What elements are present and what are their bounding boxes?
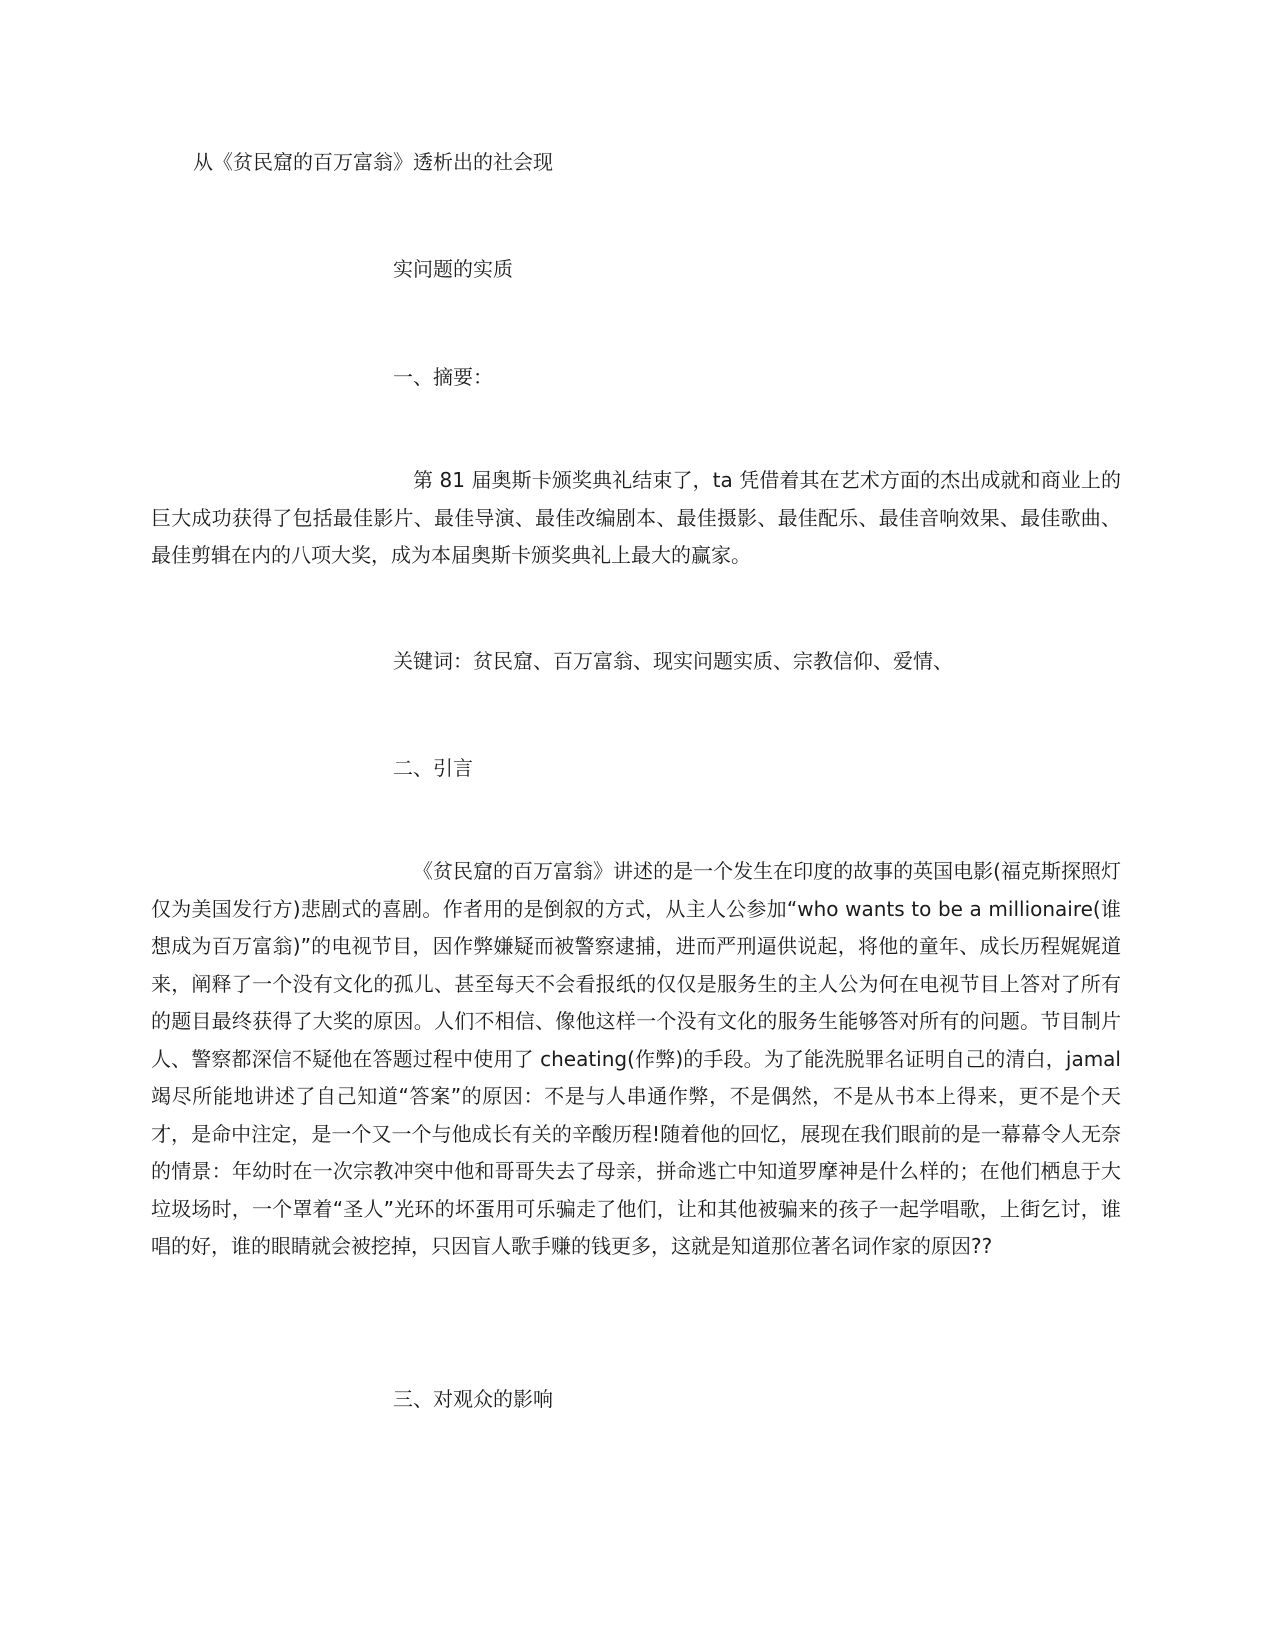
abstract-paragraph: 第 81 届奥斯卡颁奖典礼结束了，ta 凭借着其在艺术方面的杰出成就和商业上的巨大成功获得了包括最佳影片、最佳导演、最佳改编剧本、最佳摄影、最佳配乐、最佳音响效果、最佳歌曲、最佳剪辑在内的八项大奖，成为本届奥斯卡颁奖典礼上最大的赢家。 [151, 468, 1121, 567]
section-heading-audience-impact: 三、对观众的影响 [393, 1387, 553, 1411]
keywords-line: 关键词：贫民窟、百万富翁、现实问题实质、宗教信仰、爱情、 [393, 649, 953, 673]
section-heading-abstract: 一、摘要： [393, 365, 493, 389]
title-line-1: 从《贫民窟的百万富翁》透析出的社会现 [193, 150, 553, 174]
section-heading-introduction: 二、引言 [393, 756, 473, 780]
title-line-2: 实问题的实质 [393, 257, 513, 281]
introduction-paragraph: 《贫民窟的百万富翁》讲述的是一个发生在印度的故事的英国电影(福克斯探照灯仅为美国发行方)悲剧式的喜剧。作者用的是倒叙的方式，从主人公参加“who wants to be a millionaire(谁想成为百万富翁)”的电视节目，因作弊嫌疑而被警察逮捕，进而严刑逼供说起，将他的童年、成长历程娓娓道来，阐释了一个没有文化的孤儿、甚至每天不会看报纸的仅仅是服务生的主人公为何在电视节目上答对了所有的题目最终获得了大奖的原因。人们不相信、像他这样一个没有文化的服务生能够答对所有的问题。节目制片人、警察都深信不疑他在答题过程中使用了 cheating(作弊)的手段。为了能洗脱罪名证明自己的清白，jamal 竭尽所能地讲述了自己知道“答案”的原因：不是与人串通作弊，不是偶然，不是从书本上得来，更不是个天才，是命中注定，是一个又一个与他成长有关的辛酸历程!随着他的回忆，展现在我们眼前的是一幕幕令人无奈的情景：年幼时在一次宗教冲突中他和哥哥失去了母亲，拼命逃亡中知道罗摩神是什么样的；在他们栖息于大垃圾场时，一个罩着“圣人”光环的坏蛋用可乐骗走了他们，让和其他被骗来的孩子一起学唱歌，上街乞讨，谁唱的好，谁的眼睛就会被挖掉，只因盲人歌手赚的钱更多，这就是知道那位著名词作家的原因?? [151, 859, 1121, 1258]
